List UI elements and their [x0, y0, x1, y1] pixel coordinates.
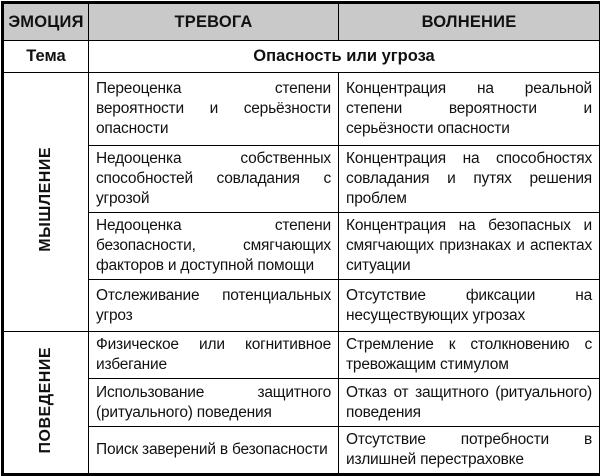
anxiety-cell: Использование защитного (ритуального) поведения [89, 379, 339, 427]
header-cell-excitement: ВОЛНЕНИЕ [339, 3, 600, 41]
section-label-behavior [3, 332, 89, 475]
table-row [3, 427, 600, 475]
anxiety-cell: Поиск заверений в безопасности [89, 427, 339, 475]
table-row [3, 73, 600, 146]
theme-value-cell: Опасность или угроза [89, 41, 600, 73]
anxiety-cell: Отслеживание потенциальных угроз [89, 280, 339, 332]
section-label-behavior-text: ПОВЕДЕНИЕ [37, 347, 55, 453]
excitement-cell: Концентрация на способностях совладания и путях решения проблем [339, 146, 600, 213]
section-label-thinking [3, 73, 89, 332]
anxiety-cell: Недооценка степени безопасности, смягчающих факторов и доступной помощи [89, 213, 339, 280]
anxiety-cell: Физическое или когнитивное избегание [89, 332, 339, 379]
table-row [3, 379, 600, 427]
excitement-cell: Концентрация на безопасных и смягчающих признаках и аспектах ситуации [339, 213, 600, 280]
anxiety-cell: Недооценка собственных способностей совладания с угрозой [89, 146, 339, 213]
table-row [3, 280, 600, 332]
table-row [3, 146, 600, 213]
header-cell-emotion: ЭМОЦИЯ [3, 3, 89, 41]
document-page [0, 1, 600, 460]
excitement-cell: Отказ от защитного (ритуального) поведения [339, 379, 600, 427]
excitement-cell: Отсутствие потребности в излишней перестраховке [339, 427, 600, 475]
excitement-cell: Стремление к столкновению с тревожащим стимулом [339, 332, 600, 379]
anxiety-cell: Переоценка степени вероятности и серьёзности опасности [89, 73, 339, 146]
table-header-row [3, 3, 600, 41]
theme-row [3, 41, 600, 73]
header-cell-anxiety: ТРЕВОГА [89, 3, 339, 41]
excitement-cell: Отсутствие фиксации на несуществующих угрозах [339, 280, 600, 332]
excitement-cell: Концентрация на реальной степени вероятности и серьёзности опасности [339, 73, 600, 146]
section-label-thinking-text: МЫШЛЕНИЕ [37, 147, 55, 252]
theme-label-cell: Тема [3, 41, 89, 73]
table-row [3, 332, 600, 379]
emotion-comparison-table [1, 1, 600, 476]
table-row [3, 213, 600, 280]
